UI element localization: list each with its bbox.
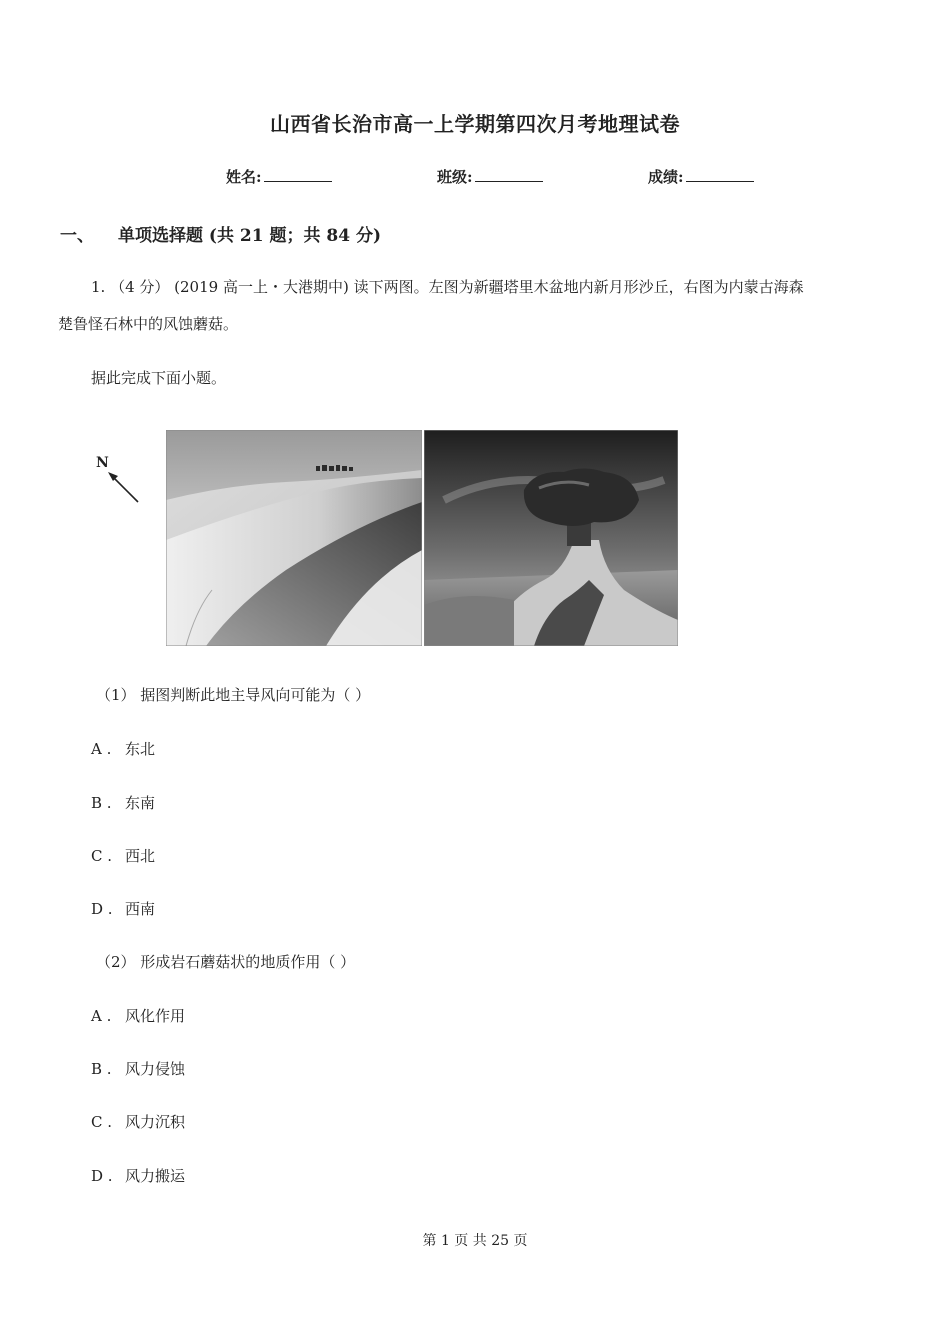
option-letter: A .: [91, 740, 112, 758]
score-field: [648, 166, 754, 187]
name-field: [226, 166, 332, 187]
class-label: 班级:: [437, 168, 473, 186]
sub2-option-d[interactable]: [91, 1165, 185, 1186]
page-title: 山西省长治市高一上学期第四次月考地理试卷: [270, 112, 680, 136]
option-text: 风力沉积: [125, 1113, 186, 1131]
question-1-stem-line2: 楚鲁怪石林中的风蚀蘑菇。: [58, 315, 239, 333]
sub2-option-b[interactable]: [91, 1058, 185, 1079]
sub2-option-a[interactable]: [91, 1005, 185, 1026]
section-title: 单项选择题 (共 21 题；共 84 分): [118, 226, 381, 246]
sub-question-1-stem: （1） 据图判断此地主导风向可能为（ ）: [96, 686, 371, 704]
option-letter: D .: [91, 1167, 113, 1185]
sub1-option-c[interactable]: [91, 845, 155, 866]
section-number: 一、: [60, 226, 94, 246]
option-letter: A .: [91, 1007, 112, 1025]
sand-dune-photo: [166, 430, 422, 646]
class-field: [437, 166, 543, 187]
question-1-stem-line1: 1. （4 分） (2019 高一上・大港期中) 读下两图。左图为新疆塔里木盆地内新月形沙丘，右图为内蒙古海森: [91, 278, 804, 296]
name-blank[interactable]: [264, 167, 332, 182]
mushroom-rock-photo: [424, 430, 678, 646]
option-text: 风化作用: [125, 1007, 186, 1025]
option-letter: C .: [91, 847, 113, 865]
section-heading: [60, 221, 381, 246]
north-compass: [94, 455, 144, 507]
option-text: 西北: [125, 847, 156, 865]
sub1-option-d[interactable]: [91, 898, 155, 919]
class-blank[interactable]: [475, 167, 543, 182]
option-text: 风力搬运: [125, 1167, 186, 1185]
sub-question-2-stem: （2） 形成岩石蘑菇状的地质作用（ ）: [96, 953, 356, 971]
north-arrow-icon: [94, 455, 144, 507]
option-text: 东南: [125, 794, 156, 812]
option-letter: B .: [91, 1060, 112, 1078]
score-blank[interactable]: [686, 167, 754, 182]
page-footer: 第 1 页 共 25 页: [422, 1233, 528, 1249]
sub1-option-b[interactable]: [91, 792, 155, 813]
option-letter: D .: [91, 900, 113, 918]
name-label: 姓名:: [226, 168, 262, 186]
sub2-option-c[interactable]: [91, 1111, 185, 1132]
option-letter: B .: [91, 794, 112, 812]
question-1-lead: 据此完成下面小题。: [91, 369, 227, 387]
score-label: 成绩:: [648, 168, 684, 186]
option-text: 风力侵蚀: [125, 1060, 186, 1078]
option-text: 西南: [125, 900, 156, 918]
sub1-option-a[interactable]: [91, 738, 155, 759]
north-label: N: [96, 455, 109, 471]
option-letter: C .: [91, 1113, 113, 1131]
option-text: 东北: [125, 740, 156, 758]
